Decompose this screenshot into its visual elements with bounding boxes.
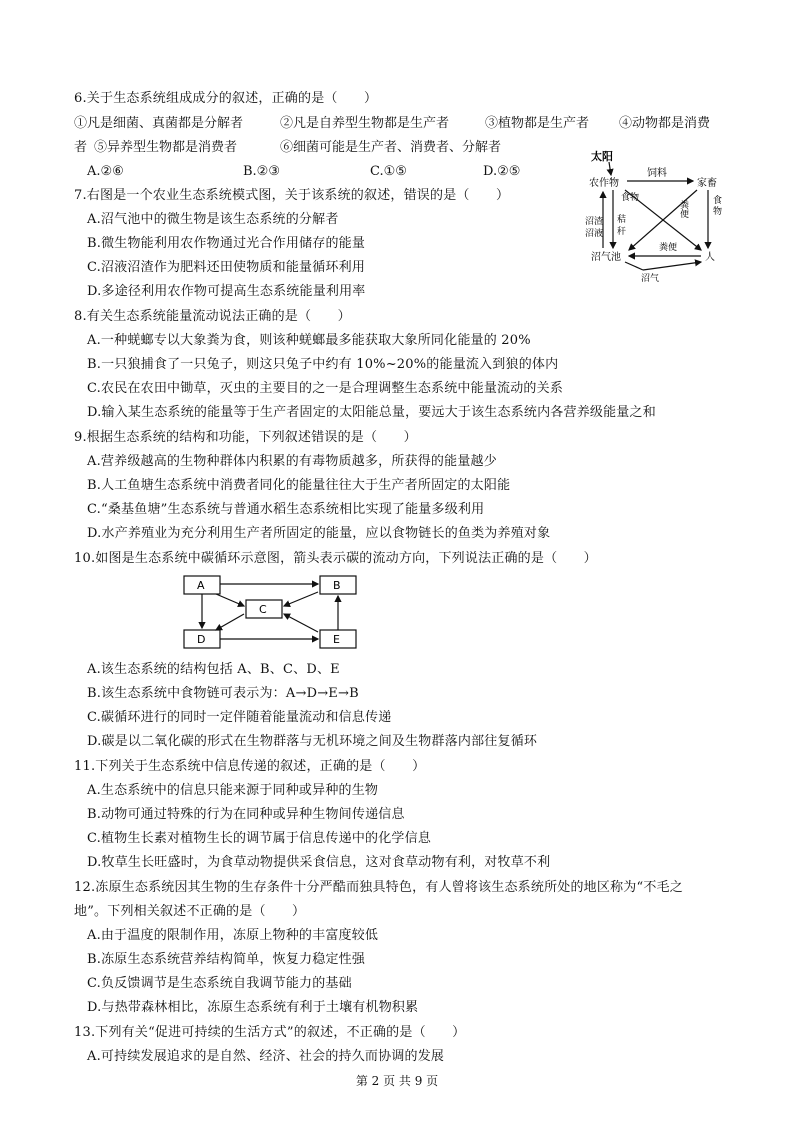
q13-option-a: A.可持续发展追求的是自然、经济、社会的持久而协调的发展: [87, 1049, 445, 1064]
q7-option-b: B.微生物能利用农作物通过光合作用储存的能量: [87, 236, 366, 251]
q11-stem: 11.下列关于生态系统中信息传递的叙述，正确的是（ ）: [74, 759, 426, 774]
q6-option-a: A.②⑥: [87, 164, 124, 179]
q12-stem-line1: 12.冻原生态系统因其生物的生存条件十分严酷而独具特色，有人曾将该生态系统所处的地区称为“不毛之: [74, 880, 683, 895]
q12-option-a: A.由于温度的限制作用，冻原上物种的丰富度较低: [87, 928, 379, 943]
q8-option-d: D.输入某生态系统的能量等于生产者固定的太阳能总量，要远大于该生态系统内各营养级能量之和: [87, 405, 656, 420]
q13-stem: 13.下列有关“促进可持续的生活方式”的叙述，不正确的是（ ）: [74, 1025, 466, 1040]
q6-item-4-cont: 者: [74, 140, 88, 155]
node-c-label: C: [259, 603, 267, 616]
q11-option-a: A.生态系统中的信息只能来源于同种或异种的生物: [87, 783, 379, 798]
node-d-label: D: [197, 633, 206, 646]
q6-item-1: ①凡是细菌、真菌都是分解者: [74, 116, 244, 131]
q10-option-b: B.该生态系统中食物链可表示为：A→D→E→B: [87, 686, 359, 701]
person-label: 人: [705, 252, 715, 263]
straw-label-2: 秆: [617, 227, 627, 237]
carbon-cycle-diagram: [180, 572, 360, 652]
q12-option-b: B.冻原生态系统营养结构简单，恢复力稳定性强: [87, 952, 366, 967]
q11-option-d: D.牧草生长旺盛时，为食草动物提供采食信息，这对食草动物有利，对牧草不利: [87, 855, 551, 870]
q10-option-c: C.碳循环进行的同时一定伴随着能量流动和信息传递: [87, 710, 392, 725]
q6-stem: 6.关于生态系统组成成分的叙述，正确的是（ ）: [74, 91, 378, 106]
q9-option-c: C.“桑基鱼塘”生态系统与普通水稻生态系统相比实现了能量多级利用: [87, 502, 485, 517]
q8-stem: 8.有关生态系统能量流动说法正确的是（ ）: [74, 309, 351, 324]
q6-option-d: D.②⑤: [483, 164, 521, 179]
q8-option-c: C.农民在农田中锄草，灭虫的主要目的之一是合理调整生态系统中能量流动的关系: [87, 381, 564, 396]
q6-option-c: C.①⑤: [370, 164, 407, 179]
residue-label-1: 沼渣: [585, 217, 604, 227]
q12-option-d: D.与热带森林相比，冻原生态系统有利于土壤有机物积累: [87, 1000, 419, 1015]
agro-ecosystem-diagram: [585, 148, 735, 283]
residue-label-2: 沼液: [585, 229, 604, 239]
q10-stem: 10.如图是生态系统中碳循环示意图，箭头表示碳的流动方向，下列说法正确的是（ ）: [74, 551, 597, 566]
digester-label: 沼气池: [591, 252, 621, 263]
food-label-right-1: 食: [713, 196, 723, 206]
node-b-label: B: [333, 579, 341, 592]
q7-option-a: A.沼气池中的微生物是该生态系统的分解者: [87, 212, 339, 227]
page-footer: 第 2 页 共 9 页: [355, 1074, 439, 1088]
food-label-right-2: 物: [713, 207, 723, 217]
feed-label: 饲料: [647, 168, 667, 179]
q6-item-5: ⑤异养型生物都是消费者: [94, 140, 238, 155]
q10-option-a: A.该生态系统的结构包括 A、B、C、D、E: [87, 662, 340, 677]
node-a-label: A: [197, 579, 205, 592]
q7-option-d: D.多途径利用农作物可提高生态系统能量利用率: [87, 284, 366, 299]
biogas-label: 沼气: [641, 274, 660, 283]
q9-option-d: D.水产养殖业为充分利用生产者所固定的能量，应以食物链长的鱼类为养殖对象: [87, 526, 551, 541]
q9-stem: 9.根据生态系统的结构和功能，下列叙述错误的是（ ）: [74, 430, 417, 445]
q9-option-a: A.营养级越高的生物种群体内积累的有毒物质越多，所获得的能量越少: [87, 454, 497, 469]
q12-option-c: C.负反馈调节是生态系统自我调节能力的基础: [87, 976, 352, 991]
q12-stem-line2: 地”。下列相关叙述不正确的是（ ）: [74, 904, 306, 919]
q6-item-6: ⑥细菌可能是生产者、消费者、分解者: [280, 140, 502, 155]
crop-label: 农作物: [589, 178, 619, 189]
q10-option-d: D.碳是以二氧化碳的形式在生物群落与无机环境之间及生物群落内部往复循环: [87, 734, 538, 749]
sun-label: 太阳: [591, 150, 613, 163]
q6-option-b: B.②③: [243, 164, 280, 179]
q6-item-3: ③植物都是生产者: [485, 116, 590, 131]
q6-item-4: ④动物都是消费: [619, 116, 711, 131]
q9-option-b: B.人工鱼塘生态系统中消费者同化的能量往往大于生产者所固定的太阳能: [87, 478, 511, 493]
straw-label-1: 秸: [617, 215, 627, 225]
q11-option-b: B.动物可通过特殊的行为在同种或异种生物间传递信息: [87, 807, 405, 822]
node-e-label: E: [333, 633, 340, 646]
q11-option-c: C.植物生长素对植物生长的调节属于信息传递中的化学信息: [87, 831, 432, 846]
q8-option-a: A.一种蜣螂专以大象粪为食，则该种蜣螂最多能获取大象所同化能量的 20%: [87, 333, 531, 348]
q6-item-2: ②凡是自养型生物都是生产者: [280, 116, 450, 131]
q7-stem: 7.右图是一个农业生态系统模式图，关于该系统的叙述，错误的是（ ）: [74, 188, 510, 203]
q7-option-c: C.沼液沼渣作为肥料还田使物质和能量循环利用: [87, 260, 366, 275]
q8-option-b: B.一只狼捕食了一只兔子，则这只兔子中约有 10%~20%的能量流入到狼的体内: [87, 357, 559, 372]
food-label-left: 食物: [621, 193, 640, 203]
manure-label-right-1: 粪便: [678, 200, 688, 218]
livestock-label: 家畜: [697, 178, 717, 189]
manure-label-bottom: 粪便: [659, 243, 678, 253]
